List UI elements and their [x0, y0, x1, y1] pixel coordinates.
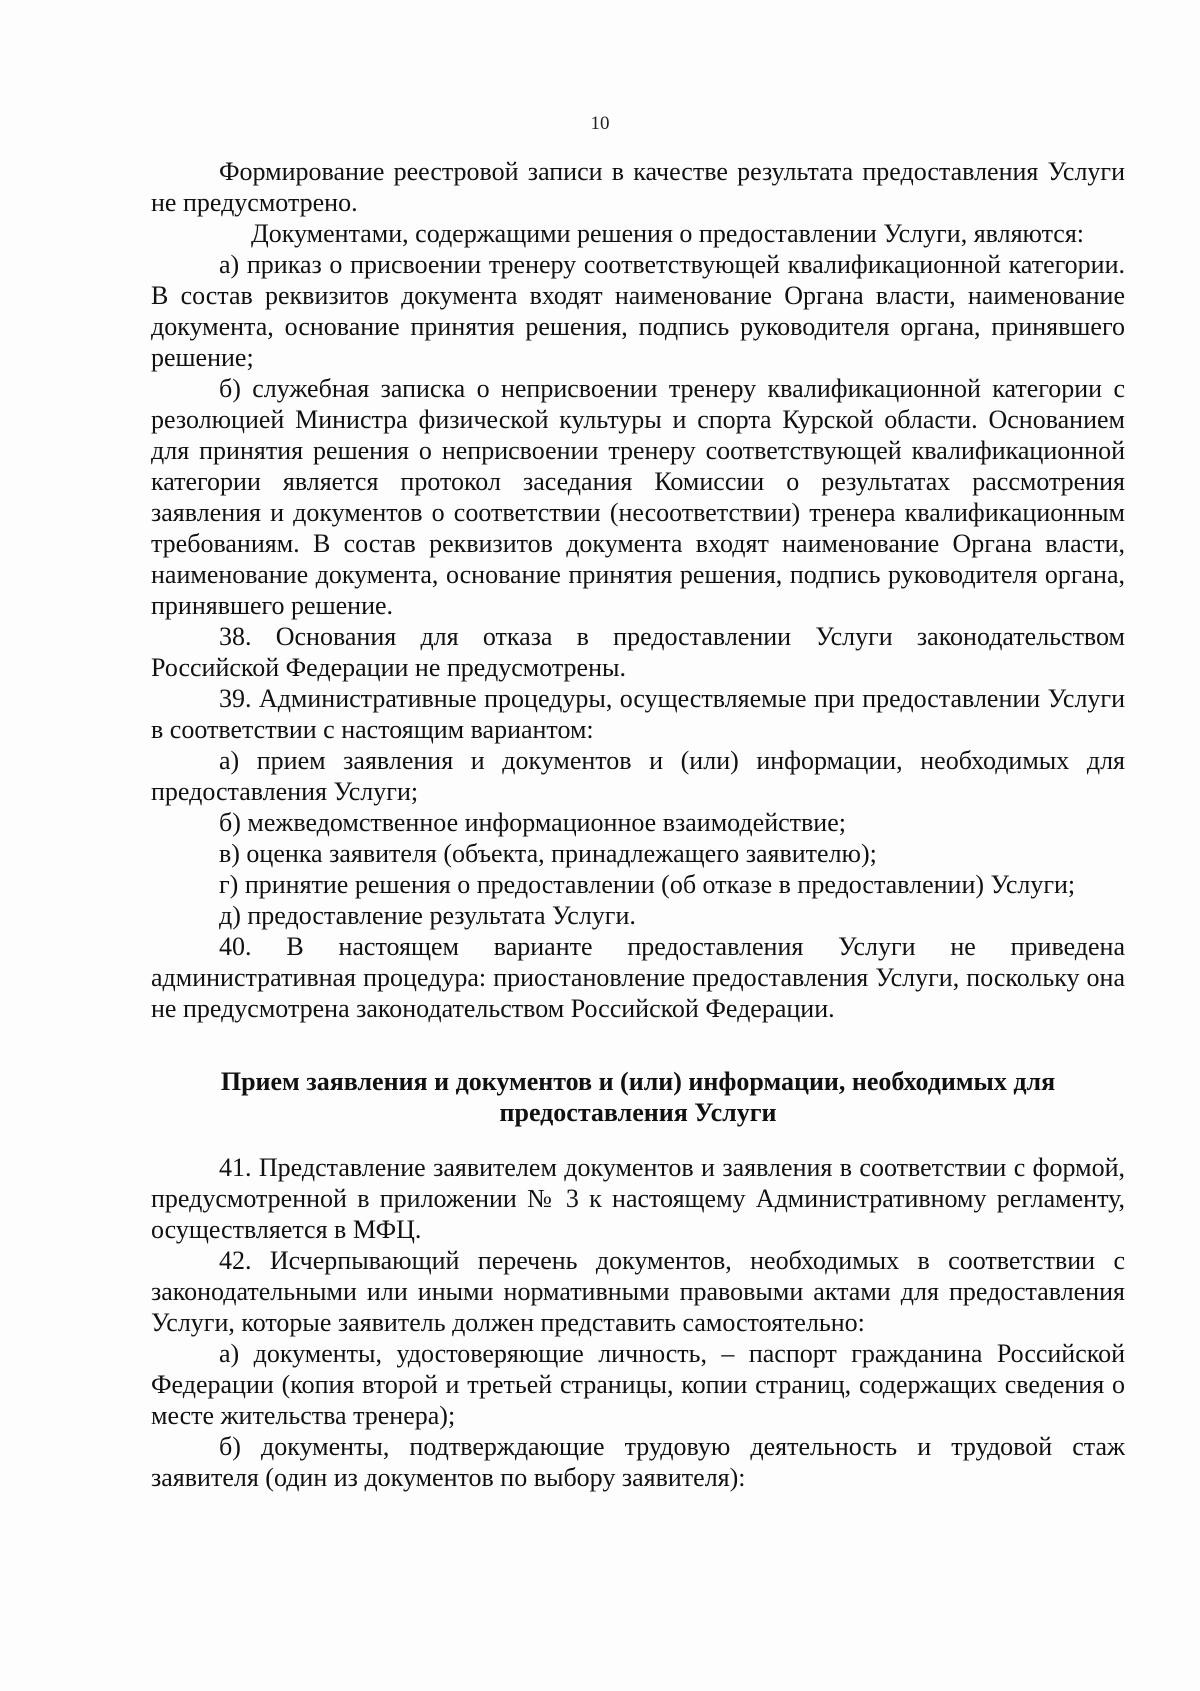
list-item: г) принятие решения о предоставлении (об отказе в предоставлении) Услуги;: [219, 870, 1076, 899]
paragraph: Документами, содержащими решения о предоставлении Услуги, являются:: [251, 219, 1085, 248]
clause-39: 39. Административные процедуры, осуществляемые при предоставлении Услуги в соответствии с настоящим вариантом:: [151, 684, 1125, 744]
list-item: б) документы, подтверждающие трудовую деятельность и трудовой стаж заявителя (один из документов по выбору заявителя):: [151, 1432, 1125, 1492]
clause-40: 40. В настоящем варианте предоставления Услуги не приведена административная процедура: приостановление предоставления Услуги, поскольку она не предусмотрена законодательством Российской Федерации.: [151, 932, 1125, 1023]
list-item: д) предоставление результата Услуги.: [219, 901, 636, 930]
list-item: а) прием заявления и документов и (или) информации, необходимых для предоставления Услуги;: [151, 746, 1125, 806]
list-item: б) межведомственное информационное взаимодействие;: [219, 808, 846, 837]
list-item: б) служебная записка о неприсвоении тренеру квалификационной категории с резолюцией Министра физической культуры и спорта Курской области. Основанием для принятия решения о неприсвоении тренеру соответствующей квалификационной категории является протокол заседания Комиссии о результатах рассмотрения заявления и документов о соответствии (несоответствии) тренера квалификационным требованиям. В состав реквизитов документа входят наименование Органа власти, наименование документа, основание принятия решения, подпись руководителя органа, принявшего решение.: [151, 374, 1125, 620]
list-item: а) документы, удостоверяющие личность, – паспорт гражданина Российской Федерации (копия второй и третьей страницы, копии страниц, содержащих сведения о месте жительства тренера);: [151, 1339, 1125, 1430]
clause-41: 41. Представление заявителем документов и заявления в соответствии с формой, предусмотренной в приложении № 3 к настоящему Административному регламенту, осуществляется в МФЦ.: [151, 1153, 1125, 1244]
clause-42: 42. Исчерпывающий перечень документов, необходимых в соответствии с законодательными или иными нормативными правовыми актами для предоставления Услуги, которые заявитель должен представить самостоятельно:: [151, 1246, 1125, 1337]
clause-38: 38. Основания для отказа в предоставлении Услуги законодательством Российской Федерации не предусмотрены.: [151, 622, 1125, 682]
section-heading-line-2: предоставления Услуги: [499, 1098, 777, 1127]
list-item: а) приказ о присвоении тренеру соответствующей квалификационной категории. В состав реквизитов документа входят наименование Органа власти, наименование документа, основание принятия решения, подпись руководителя органа, принявшего решение;: [151, 250, 1125, 372]
page-number: 10: [590, 113, 610, 134]
section-heading-line-1: Прием заявления и документов и (или) информации, необходимых для: [220, 1067, 1056, 1096]
list-item: в) оценка заявителя (объекта, принадлежащего заявителю);: [219, 839, 877, 868]
paragraph: Формирование реестровой записи в качестве результата предоставления Услуги не предусмотрено.: [151, 157, 1125, 217]
section-heading: [151, 1066, 1125, 1128]
document-body: [151, 156, 1125, 1493]
